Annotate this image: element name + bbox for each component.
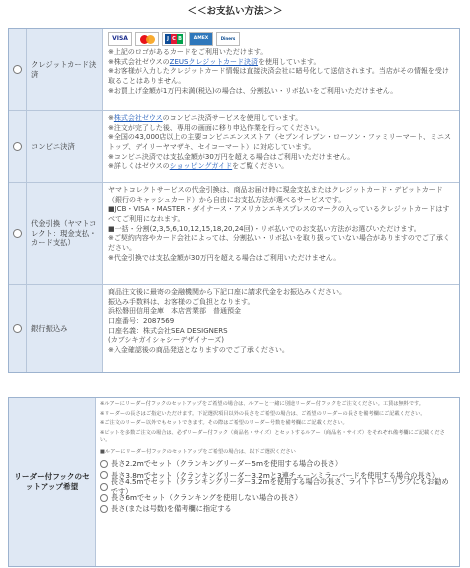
radio-icon[interactable] <box>100 494 108 502</box>
setup-note: ※ビットを多数ご注文の場合は、必ずリーダー付フック（商品名・サイズ）とセットするルアー（商品名・サイズ）をそれぞれ備考欄にご記載ください。 <box>100 429 445 444</box>
setup-instruction: ■ルアーにリーダー付フックのセットアップをご希望の場合は、以下ご選択ください <box>100 448 296 455</box>
visa-logo-icon: VISA <box>108 32 132 46</box>
setup-label: リーダー付フックのセットアップ希望 <box>9 398 96 566</box>
radio-icon[interactable] <box>100 483 108 491</box>
mastercard-logo-icon <box>135 32 159 46</box>
payment-row-cod[interactable]: 代金引換（ヤマトコレクト：現金支払・カード支払） ヤマトコレクトサービスの代金引換は、商品お届け時に現金支払またはクレジットカード・デビットカード（銀行のキャッシュカード）から自由にお支払方法が選べるサービスです。 ■JCB・VISA・MASTER・ダイナース・アメリカンエキスプレスのマークの入っているクレジットカードはすべてご利用になれます。 ■一括・分割(2,3,5,6,10,12,15,18,20,24回)・リボ払いでのお支払い方法がお選びいただけます。 ※ご契約内容やカード会社によっては、分割払い・リボ払いを取り扱っていない場合がありますのでご了承ください。 ※代金引換では支払金額が30万円を超える場合はご利用いただけません。 <box>9 183 459 285</box>
conveni-radio[interactable] <box>13 142 22 151</box>
setup-option-2[interactable]: 長さ3.8mでセット（クランキングリーダー3.2mと3連チェーンミラーバードを使用する場合の長さ） <box>100 470 455 481</box>
payment-name-bank: 銀行振込み <box>27 285 103 372</box>
card-logos <box>108 32 454 46</box>
jcb-logo-icon: J C B <box>162 32 186 46</box>
setup-option-4[interactable]: 長さ6mでセット（クランキングを使用しない場合の長さ） <box>100 492 455 503</box>
diners-logo-icon: Diners <box>216 32 240 46</box>
leader-hook-setup-section <box>8 397 460 567</box>
payment-method-table <box>8 28 460 373</box>
radio-icon[interactable] <box>100 471 108 479</box>
payment-row-bank[interactable]: 銀行振込み 商品注文後に最寄の金融機関から下記口座に請求代金をお振込みください。 振込み手数料は、お客様のご負担となります。 浜松磐田信用金庫 本店営業部 普通預金 口座番号：2087569 口座名義：株式会社SEA DESIGNERS (カブシキガイシャシーデザイナーズ) ※入金確認後の商品発送となりますのでご了承ください。 <box>9 285 459 372</box>
setup-option-1[interactable]: 長さ2.2mでセット（クランキングリーダー5mを使用する場合の長さ） <box>100 459 455 470</box>
payment-name-credit: クレジットカード決済 <box>27 29 103 110</box>
payment-name-cod: 代金引換（ヤマトコレクト：現金支払・カード支払） <box>27 183 103 284</box>
setup-option-5[interactable]: 長さ(または号数)を備考欄に指定する <box>100 503 455 514</box>
payment-row-credit[interactable]: クレジットカード決済 VISA J C B AMEX Diners ※上記のロゴがあるカードをご利用いただけます。 ※株式会社ゼウスのZEUSクレジットカード決済を使用しています。 ※お客様が入力したクレジットカード情報は直接決済会社に暗号化して送信されます。当店がその情報を受け取ることはありません。 ※お買上げ金額が1万円未満(税込)の場合は、分割払い・リボ払いをご利用いただけません。 <box>9 29 459 111</box>
radio-icon[interactable] <box>100 460 108 468</box>
payment-name-conveni: コンビニ決済 <box>27 111 103 182</box>
credit-radio[interactable] <box>13 65 22 74</box>
setup-note: ※リーダーの長さはご指定いただけます。下記選択項目以外の長さをご希望の場合は、ご希望のリーダーの長さを備考欄にご記載ください。 <box>100 410 426 417</box>
zeus-company-link[interactable]: 株式会社ゼウス <box>113 114 163 122</box>
amex-logo-icon: AMEX <box>189 32 213 46</box>
radio-icon[interactable] <box>100 505 108 513</box>
payment-row-conveni[interactable]: コンビニ決済 ※株式会社ゼウスのコンビニ決済サービスを使用しています。 ※注文が完了した後、専用の画面に移り申込作業を行ってください。 ※全国の43,000店以上の主要コンビニエンスストア（セブンイレブン・ローソン・ファミリーマート、ミニストップ、デイリーヤマザキ、セイコーマート）に対応しています。 ※コンビニ決済では支払金額が30万円を超える場合はご利用いただけません。 ※詳しくはゼウスのショッピングガイドをご覧ください。 <box>9 111 459 183</box>
cod-radio[interactable] <box>13 229 22 238</box>
zeus-credit-link[interactable]: ZEUSクレジットカード決済 <box>169 57 259 66</box>
setup-note: ※ご注文のリーダー以外でもセットできます。その際はご希望のリーダー号数を備考欄にご記載ください。 <box>100 420 348 427</box>
setup-option-3[interactable]: 長さ4.5mでセット（クランキングリーダー3.2mを使用する場合の長さ、ライトトローリングにもお勧めです） <box>100 481 455 492</box>
page-title: ＜＜お支払い方法＞＞ <box>187 6 283 17</box>
shopping-guide-link[interactable]: ショッピングガイド <box>169 162 233 171</box>
setup-note: ※ルアーにリーダー付フックのセットアップをご希望の場合は、ルアーと一緒に別途リーダー付フックをご注文ください。工賃は無料です。 <box>100 401 424 407</box>
bank-radio[interactable] <box>13 324 22 333</box>
